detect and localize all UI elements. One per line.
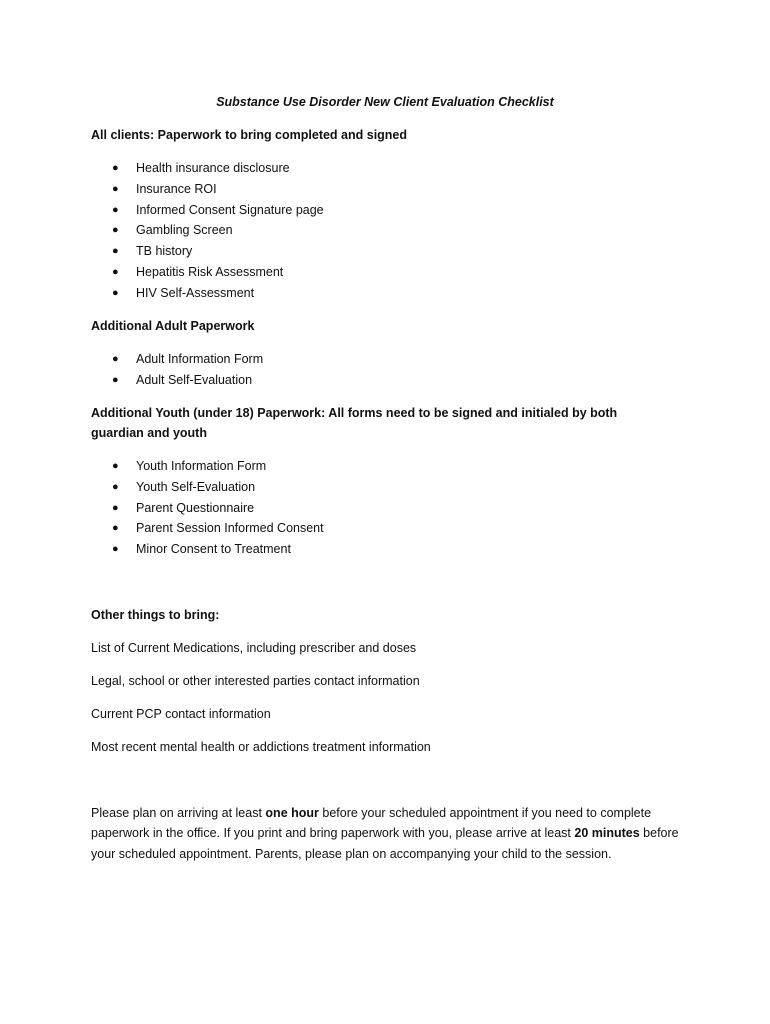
other-heading: Other things to bring: (91, 608, 220, 622)
bullet-icon: ● (112, 543, 119, 555)
list-item: ● Hepatitis Risk Assessment (0, 262, 324, 283)
bullet-icon: ● (112, 522, 119, 535)
bullet-icon: ● (112, 265, 119, 278)
list-item: ● Informed Consent Signature page (0, 200, 324, 221)
list-item: ● Parent Questionnaire (0, 498, 324, 519)
list-item: ● Youth Self-Evaluation (0, 477, 324, 498)
other-item-pcp: Current PCP contact information (91, 707, 271, 721)
other-item-medications: List of Current Medications, including prescriber and doses (91, 641, 417, 655)
arrival-instructions: Please plan on arriving at least one hour before your scheduled appointment if you need to complete paperwork in the office. If you print and bring paperwork with you, please arrive at least 20 minutes before your scheduled appointment. Parents, please plan on accompanying your child to the session. (91, 806, 679, 861)
list-item: ● HIV Self-Assessment (0, 283, 324, 304)
all-clients-heading: All clients: Paperwork to bring completed and signed (91, 128, 408, 142)
bullet-icon: ● (112, 353, 119, 365)
list-item: ● Minor Consent to Treatment (0, 539, 324, 560)
bullet-icon: ● (112, 182, 119, 195)
youth-heading: Additional Youth (under 18) Paperwork: All forms need to be signed and initialed by both guardian and youth (91, 406, 618, 440)
list-item: ● Youth Information Form (0, 456, 324, 477)
bullet-icon: ● (112, 203, 119, 216)
youth-list (0, 456, 324, 560)
adult-list (0, 349, 263, 391)
other-item-treatment-info: Most recent mental health or addictions treatment information (91, 740, 431, 754)
twenty-minutes-emphasis: 20 minutes (574, 826, 640, 841)
bullet-icon: ● (112, 460, 119, 472)
list-item: ● Insurance ROI (0, 179, 324, 200)
one-hour-emphasis: one hour (265, 806, 319, 820)
bullet-icon: ● (112, 501, 119, 514)
list-item: ● Health insurance disclosure (0, 158, 324, 179)
adult-heading: Additional Adult Paperwork (91, 319, 255, 333)
list-item: ● TB history (0, 241, 324, 262)
other-item-legal-contacts: Legal, school or other interested parties contact information (91, 674, 420, 688)
bullet-icon: ● (112, 373, 119, 386)
list-item: ● Adult Information Form (0, 349, 263, 370)
bullet-icon: ● (112, 480, 119, 493)
document-title: Substance Use Disorder New Client Evaluation Checklist (216, 95, 554, 109)
bullet-icon: ● (112, 162, 119, 174)
bullet-icon: ● (112, 224, 119, 237)
bullet-icon: ● (112, 286, 119, 299)
list-item: ● Adult Self-Evaluation (0, 370, 263, 391)
list-item: ● Gambling Screen (0, 220, 324, 241)
list-item: ● Parent Session Informed Consent (0, 518, 324, 539)
all-clients-list (0, 158, 324, 303)
bullet-icon: ● (112, 245, 119, 257)
